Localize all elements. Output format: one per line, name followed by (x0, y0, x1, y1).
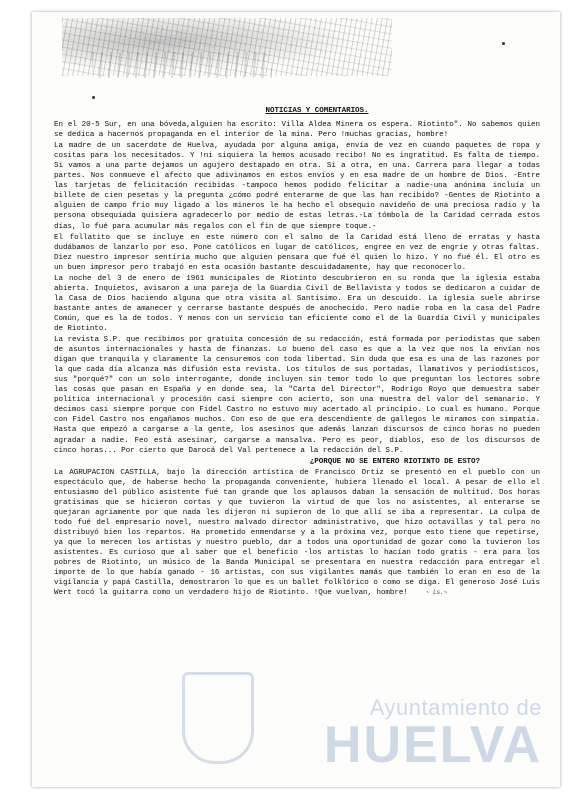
paragraph (54, 468, 545, 599)
article-body (54, 106, 545, 599)
paragraph: La madre de un sacerdote de Huelva, ayudada por alguna amiga, envía de vez en cuando paquetes de ropa y cositas para los necesitados. Y !ni siquiera la hemos acusado recibo! No es ingratitud. Es falta de tiempo. Si vamos a una parte dejamos un agujero destapado en otra. Si a otra, en una. Carrera para llegar a todas partes. Nos conmueve el afecto que adivinamos en estos envíos y en esa madre de un hombre de Dios. -Entre las tarjetas de felicitación recibidas -tampoco hemos podido felicitar a nadie-una anónima incluía un billete de cien pesetas y la pregunta ¿cómo podré enterarme de que las han recibido? -Gentes de Riotinto a alguien de campo frío muy ligado a los mineros le ha hecho el obsequio navideño de una preciosa radio y la persona obsequiada quisiera agradecerlo por medio de estas letras.-La tómbola de la Caridad cerrada estos días, lo fué para acumular más regalos con el fin de que siempre toque.- (54, 142, 545, 231)
punch-dot (92, 96, 95, 99)
archive-watermark (323, 695, 542, 774)
paragraph-text: La AGRUPACION CASTILLA, bajo la dirección artística de Francisco Ortiz se presentó en el pueblo con un espectáculo que, de haberse hecho la propaganda conveniente, hubiera llenado el local. A pesar de ello el entusiasmo del público asistente fué tan grande que los aplausos daban la sensación de multitud. Dos horas gratísimas que se hicieron cortas y que tuvieron la virtud de que los no asistentes, al enterarse se quejaran agriamente por que nada les dijeron ni supieron de lo que allí se iba a representar. La culpa de todo fué del empresario novel, nuestro malvado director administrativo, que hizo octavillas y tal pero no distribuyó bien los repartos. Ha prometido enmendarse y a la próxima vez, porque esto tiene que repetirse, ya que lo merecen los artistas y nuestro pueblo, dar a todos una oportunidad de gozar como la tuvieron los asistentes. Es curioso que al saber que el beneficio -los artistas lo hacían todo gratis - era para los pobres de Riotinto, un músico de la Banda Municipal se presentara en nuestra redacción para entregar el importe de lo que había ganado - 16 artistas, con sus vigilantes mamás que también lo eran en eso de la vigilancia y papá Castilla, demostraron lo que es un ballet folklórico o como se diga. El generoso José Luis Wert tocó la guitarra como un verdadero hijo de Riotinto. !Que vuelvan, hombre! (54, 468, 545, 598)
scanned-page (32, 12, 560, 787)
paragraph: En el 20-5 Sur, en una bóveda,alguien ha escrito: Villa Aldea Minera os espera. Riotinto". No sabemos quien se dedica a hacernos propaganda en el interior de la mina. Pero !muchas gracias, hombre! (54, 121, 545, 140)
paragraph: El follatito que se incluye en este número con el salmo de la Caridad está lleno de erratas y hasta dudábamos de lanzarlo por eso. Pone católicos en lugar de católicos, engree en vez de engríe y otras faltas. Diez nuestro impresor sentiría mucho que alguien pensara que fué él quien lo hizo. Y no fué él. El otro es un buen impresor pero trabajó en esta ocasión bastante descuidadamente, hay que reconocerlo. (54, 233, 545, 272)
handwritten-signature: ~ Ls.~ (425, 589, 448, 597)
watermark-line1: Ayuntamiento de (369, 695, 542, 720)
paragraph: La noche del 3 de enero de 1961 municipales de Riotinto descubrieron en su ronda que la iglesia estaba abierta. Inquietos, avisaron a una pareja de la Guardia Civil de Bellavista y todos se dedicaron a cuidar de la Casa de Dios haciendo alguna que otra visita al Santísimo. Era un descuido. La iglesia suele abrirse bastante antes de amanecer y cerrarse bastante después de anochecido. Pero nadie roba en la casa del Padre Común, que es la de todos. Y menos con un servicio tan eficiente como el de la Guardia Civil y municipales de Riotinto. (54, 274, 545, 333)
watermark-line2: HUELVA (323, 716, 542, 774)
ink-smudge (92, 52, 272, 78)
punch-dot (502, 42, 505, 45)
article-heading: NOTICIAS Y COMENTARIOS. (265, 107, 369, 115)
section-subheading: ¿PORQUE NO SE ENTERO RIOTINTO DE ESTO? (309, 457, 480, 466)
paragraph: La revista S.P. que recibimos por gratuita concesión de su redacción, está formada por periodistas que saben de asuntos internacionales y hasta de finanzas. Lo bueno del caso es que a la vez que nos la envían nos digan que tranquila y claramente la censuremos con toda libertad. Sin duda que esa es una de las razones por la que cada día alcanza más difusión esta revista. Los títulos de sus portadas, llamativos y periodísticos, sus "porqué?" con un solo interrogante, donde incluyen sin temor todo lo que preguntan los lectores sobre las cosas que pasan en España y en donde sea, la "Carta del Director", Rodrigo Royo que demuestra saber política internacional y procesión casi siempre con acierto, son una muestra del valor del semanario. Y decimos casi siempre porque con Fidel Castro no estuvo muy acertado al principio. Lo cual es humano. Porque con Fidel Castro nos engañamos muchos. Con eso de que era descendiente de gallegos le miramos con simpatía. Hasta que empezó a cargarse a la gente, los asesinos que además lanzan discursos de cinco horas no pueden agradar a nadie. Feo está asesinar, cargarse a mansalva. Pero es peor, diablos, eso de los discursos de cinco horas... Por cierto que Darocá del Val pertenece a la redacción del S.P. (54, 336, 545, 455)
crest-watermark (182, 672, 254, 764)
